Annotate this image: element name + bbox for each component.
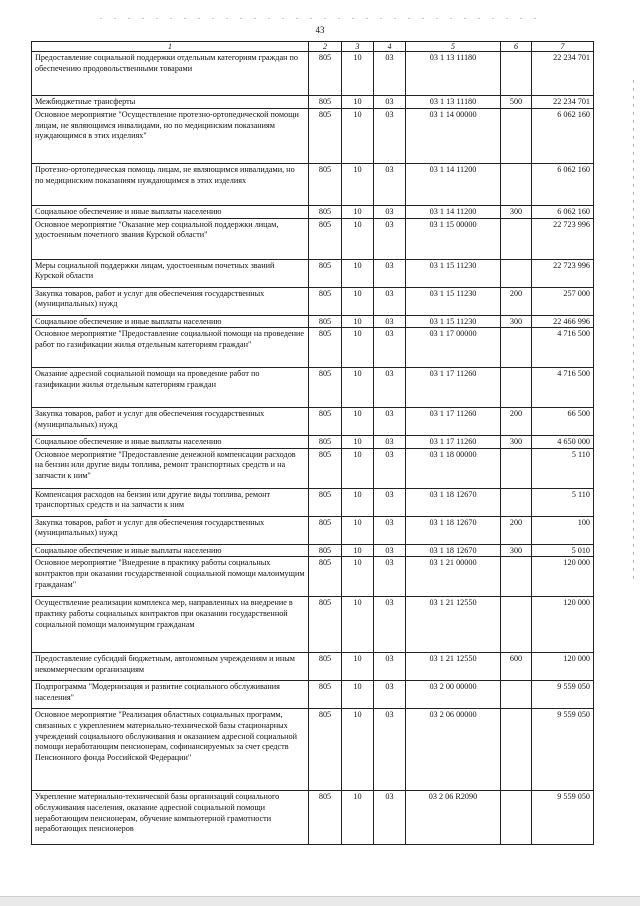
row-name: Осуществление реализации комплекса мер, направленных на внедрение в практику работы социальных контрактов при оказании государственной социальной помощи малоимущим гражданам [32, 597, 309, 653]
cell-code-6: 300 [501, 436, 532, 449]
cell-code-3: 10 [342, 368, 374, 408]
cell-code-3: 10 [342, 287, 374, 315]
cell-amount: 6 062 160 [532, 206, 594, 219]
row-name: Основное мероприятие "Реализация областных социальных программ, связанных с укреплением материально-технической базы стационарных учреждений социального обслуживания и оказанием адресной социальной помощи неработающим пенсионерам, софинансируемых за счет средств Пенсионного фонда Российской Федерации" [32, 709, 309, 791]
cell-code-2: 805 [309, 218, 342, 259]
cell-code-3: 10 [342, 206, 374, 219]
cell-code-2: 805 [309, 408, 342, 436]
cell-code-3: 10 [342, 52, 374, 96]
cell-code-2: 805 [309, 287, 342, 315]
cell-code-4: 03 [374, 52, 406, 96]
table-row [32, 368, 594, 408]
row-name: Предоставление субсидий бюджетным, автономным учреждениям и иным некоммерческим организациям [32, 653, 309, 681]
row-name: Компенсация расходов на бензин или другие виды топлива, ремонт транспортных средств и на запчасти к ним [32, 488, 309, 516]
table-row [32, 96, 594, 109]
cell-code-2: 805 [309, 315, 342, 328]
row-name: Основное мероприятие "Осуществление протезно-ортопедической помощи лицам, не являющимся инвалидами, но по медицинским показаниям нуждающимся в этих изделиях" [32, 109, 309, 164]
cell-code-5: 03 2 00 00000 [406, 681, 501, 709]
cell-code-5: 03 1 15 00000 [406, 218, 501, 259]
table-row [32, 791, 594, 845]
cell-amount: 4 716 500 [532, 368, 594, 408]
table-row [32, 436, 594, 449]
cell-code-2: 805 [309, 436, 342, 449]
cell-code-2: 805 [309, 597, 342, 653]
table-row [32, 315, 594, 328]
table-row [32, 653, 594, 681]
cell-code-2: 805 [309, 791, 342, 845]
cell-amount: 9 559 050 [532, 791, 594, 845]
cell-code-6 [501, 488, 532, 516]
cell-code-4: 03 [374, 315, 406, 328]
cell-code-5: 03 1 14 00000 [406, 109, 501, 164]
cell-code-2: 805 [309, 709, 342, 791]
cell-code-2: 805 [309, 52, 342, 96]
cell-code-5: 03 1 13 11180 [406, 96, 501, 109]
header-col-6: 6 [501, 42, 532, 52]
cell-code-2: 805 [309, 164, 342, 206]
cell-code-6 [501, 791, 532, 845]
cell-code-6 [501, 681, 532, 709]
cell-code-5: 03 1 15 11230 [406, 259, 501, 287]
cell-code-3: 10 [342, 448, 374, 488]
cell-code-4: 03 [374, 206, 406, 219]
cell-code-4: 03 [374, 544, 406, 557]
cell-code-6 [501, 259, 532, 287]
cell-code-2: 805 [309, 328, 342, 368]
cell-code-2: 805 [309, 368, 342, 408]
row-name: Предоставление социальной поддержки отдельным категориям граждан по обеспечению продовольственными товарами [32, 52, 309, 96]
header-col-4: 4 [374, 42, 406, 52]
cell-amount: 66 500 [532, 408, 594, 436]
cell-code-4: 03 [374, 218, 406, 259]
scan-edge-mark [633, 80, 634, 580]
scan-edge-mark [100, 18, 540, 19]
header-row [32, 42, 594, 52]
cell-code-3: 10 [342, 516, 374, 544]
cell-code-3: 10 [342, 109, 374, 164]
cell-code-6: 300 [501, 315, 532, 328]
cell-code-4: 03 [374, 488, 406, 516]
cell-code-5: 03 1 18 12670 [406, 488, 501, 516]
cell-code-5: 03 1 17 00000 [406, 328, 501, 368]
cell-code-4: 03 [374, 164, 406, 206]
table-row [32, 597, 594, 653]
cell-code-5: 03 1 13 11180 [406, 52, 501, 96]
cell-code-4: 03 [374, 287, 406, 315]
cell-amount: 22 723 996 [532, 218, 594, 259]
table-row [32, 259, 594, 287]
cell-code-3: 10 [342, 791, 374, 845]
cell-code-5: 03 1 21 12550 [406, 653, 501, 681]
header-col-5: 5 [406, 42, 501, 52]
cell-code-3: 10 [342, 408, 374, 436]
cell-amount: 4 650 000 [532, 436, 594, 449]
header-col-3: 3 [342, 42, 374, 52]
table-row [32, 328, 594, 368]
cell-code-5: 03 1 21 12550 [406, 597, 501, 653]
table-row [32, 448, 594, 488]
cell-code-3: 10 [342, 315, 374, 328]
cell-code-4: 03 [374, 436, 406, 449]
row-name: Основное мероприятие "Внедрение в практику работы социальных контрактов при оказании государственной социальной помощи малоимущим гражданам" [32, 557, 309, 597]
cell-code-6: 500 [501, 96, 532, 109]
row-name: Закупка товаров, работ и услуг для обеспечения государственных (муниципальных) нужд [32, 408, 309, 436]
cell-amount: 22 723 996 [532, 259, 594, 287]
table-row [32, 287, 594, 315]
row-name: Укрепление материально-технической базы организаций социального обслуживания населения, оказание адресной социальной помощи неработающим пенсионерам, обучение компьютерной грамотности неработающих пенсионеров [32, 791, 309, 845]
cell-code-5: 03 1 17 11260 [406, 436, 501, 449]
cell-amount: 9 559 050 [532, 709, 594, 791]
cell-code-6 [501, 218, 532, 259]
cell-code-2: 805 [309, 557, 342, 597]
row-name: Меры социальной поддержки лицам, удостоенным почетных званий Курской области [32, 259, 309, 287]
cell-code-6 [501, 164, 532, 206]
cell-code-2: 805 [309, 681, 342, 709]
cell-code-5: 03 1 18 12670 [406, 544, 501, 557]
cell-code-6 [501, 448, 532, 488]
cell-code-6 [501, 52, 532, 96]
cell-code-6: 200 [501, 287, 532, 315]
cell-code-6 [501, 368, 532, 408]
cell-code-3: 10 [342, 488, 374, 516]
cell-code-4: 03 [374, 408, 406, 436]
cell-code-6 [501, 709, 532, 791]
cell-code-6: 300 [501, 206, 532, 219]
header-col-7: 7 [532, 42, 594, 52]
cell-code-2: 805 [309, 259, 342, 287]
cell-code-5: 03 1 18 00000 [406, 448, 501, 488]
row-name: Межбюджетные трансферты [32, 96, 309, 109]
cell-code-6: 200 [501, 516, 532, 544]
cell-code-2: 805 [309, 516, 342, 544]
cell-amount: 22 466 996 [532, 315, 594, 328]
cell-code-5: 03 1 17 11260 [406, 368, 501, 408]
cell-code-3: 10 [342, 597, 374, 653]
cell-code-3: 10 [342, 436, 374, 449]
cell-amount: 4 716 500 [532, 328, 594, 368]
page-number: 43 [315, 25, 325, 35]
cell-code-2: 805 [309, 109, 342, 164]
cell-code-5: 03 1 18 12670 [406, 516, 501, 544]
row-name: Социальное обеспечение и иные выплаты населению [32, 315, 309, 328]
cell-amount: 100 [532, 516, 594, 544]
row-name: Социальное обеспечение и иные выплаты населению [32, 544, 309, 557]
table-row [32, 218, 594, 259]
cell-code-4: 03 [374, 448, 406, 488]
cell-amount: 6 062 160 [532, 164, 594, 206]
cell-code-4: 03 [374, 709, 406, 791]
cell-amount: 6 062 160 [532, 109, 594, 164]
cell-code-5: 03 1 15 11230 [406, 287, 501, 315]
cell-amount: 9 559 050 [532, 681, 594, 709]
cell-code-5: 03 2 06 R2090 [406, 791, 501, 845]
table-row [32, 206, 594, 219]
table-row [32, 488, 594, 516]
row-name: Основное мероприятие "Предоставление денежной компенсации расходов на бензин или другие виды топлива, ремонт транспортных средств и на запчасти к ним" [32, 448, 309, 488]
cell-code-5: 03 1 14 11200 [406, 206, 501, 219]
cell-amount: 120 000 [532, 557, 594, 597]
cell-code-6: 200 [501, 408, 532, 436]
cell-amount: 5 110 [532, 448, 594, 488]
budget-table [31, 41, 594, 845]
cell-code-3: 10 [342, 653, 374, 681]
cell-code-4: 03 [374, 516, 406, 544]
cell-code-6: 300 [501, 544, 532, 557]
row-name: Закупка товаров, работ и услуг для обеспечения государственных (муниципальных) нужд [32, 516, 309, 544]
cell-code-5: 03 1 14 11200 [406, 164, 501, 206]
cell-code-4: 03 [374, 557, 406, 597]
table-row [32, 544, 594, 557]
cell-code-4: 03 [374, 368, 406, 408]
row-name: Закупка товаров, работ и услуг для обеспечения государственных (муниципальных) нужд [32, 287, 309, 315]
cell-amount: 22 234 701 [532, 96, 594, 109]
table-row [32, 164, 594, 206]
cell-code-2: 805 [309, 544, 342, 557]
cell-amount: 5 010 [532, 544, 594, 557]
row-name: Оказание адресной социальной помощи на проведение работ по газификации жилья отдельным категориям граждан [32, 368, 309, 408]
table-row [32, 681, 594, 709]
table-row [32, 709, 594, 791]
table-row [32, 516, 594, 544]
cell-code-3: 10 [342, 164, 374, 206]
cell-code-4: 03 [374, 259, 406, 287]
cell-amount: 22 234 701 [532, 52, 594, 96]
cell-code-3: 10 [342, 218, 374, 259]
cell-code-5: 03 1 15 11230 [406, 315, 501, 328]
cell-code-3: 10 [342, 328, 374, 368]
cell-code-2: 805 [309, 96, 342, 109]
cell-code-5: 03 2 06 00000 [406, 709, 501, 791]
cell-code-4: 03 [374, 328, 406, 368]
cell-code-5: 03 1 21 00000 [406, 557, 501, 597]
row-name: Подпрограмма "Модернизация и развитие социального обслуживания населения" [32, 681, 309, 709]
cell-amount: 120 000 [532, 653, 594, 681]
cell-code-2: 805 [309, 448, 342, 488]
cell-code-4: 03 [374, 96, 406, 109]
cell-amount: 120 000 [532, 597, 594, 653]
cell-amount: 5 110 [532, 488, 594, 516]
cell-code-2: 805 [309, 206, 342, 219]
cell-code-4: 03 [374, 791, 406, 845]
row-name: Основное мероприятие "Предоставление социальной помощи на проведение работ по газификации жилья отдельным категориям граждан" [32, 328, 309, 368]
cell-code-6 [501, 557, 532, 597]
cell-code-6: 600 [501, 653, 532, 681]
row-name: Социальное обеспечение и иные выплаты населению [32, 206, 309, 219]
table-row [32, 109, 594, 164]
cell-code-4: 03 [374, 681, 406, 709]
cell-code-4: 03 [374, 597, 406, 653]
header-col-1: 1 [32, 42, 309, 52]
cell-code-3: 10 [342, 557, 374, 597]
cell-code-3: 10 [342, 259, 374, 287]
cell-code-2: 805 [309, 488, 342, 516]
cell-code-4: 03 [374, 109, 406, 164]
cell-code-5: 03 1 17 11260 [406, 408, 501, 436]
cell-code-3: 10 [342, 96, 374, 109]
cell-code-3: 10 [342, 709, 374, 791]
cell-code-2: 805 [309, 653, 342, 681]
row-name: Основное мероприятие "Оказание мер социальной поддержки лицам, удостоенным почетного звания Курской области" [32, 218, 309, 259]
row-name: Социальное обеспечение и иные выплаты населению [32, 436, 309, 449]
cell-code-3: 10 [342, 681, 374, 709]
row-name: Протезно-ортопедическая помощь лицам, не являющимся инвалидами, но по медицинским показаниям нуждающимся в этих изделиях [32, 164, 309, 206]
table-row [32, 52, 594, 96]
header-col-2: 2 [309, 42, 342, 52]
cell-code-6 [501, 328, 532, 368]
table-row [32, 557, 594, 597]
cell-code-6 [501, 597, 532, 653]
cell-code-3: 10 [342, 544, 374, 557]
cell-amount: 257 000 [532, 287, 594, 315]
table-row [32, 408, 594, 436]
cell-code-6 [501, 109, 532, 164]
cell-code-4: 03 [374, 653, 406, 681]
